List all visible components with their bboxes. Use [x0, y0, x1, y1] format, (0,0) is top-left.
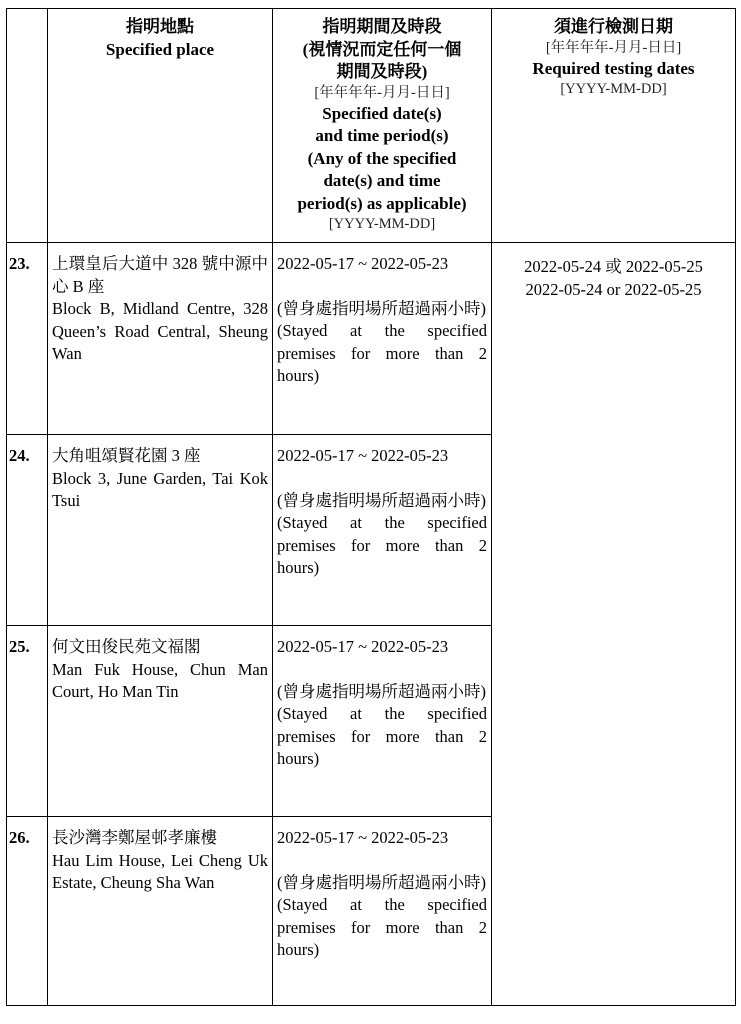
table-header-row [7, 9, 736, 243]
note-en: (Stayed at the specified premises for more than 2 hours) [277, 513, 487, 577]
row-number: 24. [7, 435, 48, 626]
note-zh: (曾身處指明場所超過兩小時) [277, 490, 486, 510]
header-place-zh: 指明地點 [126, 17, 194, 36]
header-period-en-5: period(s) as applicable) [297, 193, 467, 213]
place-zh: 長沙灣李鄭屋邨孝廉樓 [52, 828, 217, 847]
header-test-en: Required testing dates [532, 58, 695, 78]
header-test-zh: 須進行檢測日期 [554, 17, 673, 36]
date-range: 2022-05-17 ~ 2022-05-23 [277, 828, 449, 847]
testing-dates-en: 2022-05-24 or 2022-05-25 [525, 279, 702, 299]
note-en: (Stayed at the specified premises for more than 2 hours) [277, 895, 487, 959]
header-period-en-2: and time period(s) [315, 126, 449, 145]
table-row [7, 243, 736, 435]
row-number: 25. [7, 626, 48, 817]
header-period-en-4: date(s) and time [323, 171, 441, 190]
testing-dates-cell [492, 243, 736, 1006]
specified-places-table [6, 8, 736, 1006]
header-period-en-3: (Any of the specified [307, 148, 457, 168]
date-range: 2022-05-17 ~ 2022-05-23 [277, 254, 449, 273]
period-cell [273, 435, 492, 626]
period-cell [273, 243, 492, 435]
place-en: Man Fuk House, Chun Man Court, Ho Man Tin [52, 659, 268, 701]
place-cell [48, 243, 273, 435]
place-en: Block 3, June Garden, Tai Kok Tsui [52, 468, 268, 510]
place-cell [48, 817, 273, 1006]
row-number: 23. [7, 243, 48, 435]
date-range: 2022-05-17 ~ 2022-05-23 [277, 446, 449, 465]
header-period-format-en: [YYYY-MM-DD] [328, 216, 436, 232]
place-en: Hau Lim House, Lei Cheng Uk Estate, Cheung Sha Wan [52, 850, 268, 892]
date-range: 2022-05-17 ~ 2022-05-23 [277, 637, 449, 656]
period-cell [273, 817, 492, 1006]
header-period-zh-2: (視情況而定任何一個 [302, 39, 462, 59]
note-zh: (曾身處指明場所超過兩小時) [277, 872, 486, 892]
header-test-cell [492, 9, 736, 243]
place-zh: 上環皇后大道中 328 號中源中心 B 座 [52, 254, 268, 296]
note-en: (Stayed at the specified premises for more than 2 hours) [277, 321, 487, 385]
place-en: Block B, Midland Centre, 328 Queen’s Road Central, Sheung Wan [52, 299, 268, 363]
note-zh: (曾身處指明場所超過兩小時) [277, 298, 486, 318]
header-place-en: Specified place [105, 39, 215, 59]
note-en: (Stayed at the specified premises for more than 2 hours) [277, 704, 487, 768]
place-zh: 何文田俊民苑文福閣 [52, 637, 201, 656]
period-cell [273, 626, 492, 817]
place-zh: 大角咀頌賢花園 3 座 [52, 446, 201, 465]
header-period-zh-3: 期間及時段) [336, 62, 428, 81]
header-period-cell [273, 9, 492, 243]
header-test-format-zh: [年年年年-月月-日日] [545, 39, 682, 56]
note-zh: (曾身處指明場所超過兩小時) [277, 681, 486, 701]
header-number-cell [7, 9, 48, 243]
header-period-format-zh: [年年年年-月月-日日] [314, 84, 450, 101]
row-number: 26. [7, 817, 48, 1006]
testing-dates-zh: 2022-05-24 或 2022-05-25 [524, 257, 703, 276]
header-place-cell [48, 9, 273, 243]
header-test-format-en: [YYYY-MM-DD] [560, 81, 667, 97]
place-cell [48, 435, 273, 626]
header-period-en-1: Specified date(s) [322, 103, 442, 123]
header-period-zh-1: 指明期間及時段 [322, 17, 442, 36]
place-cell [48, 626, 273, 817]
